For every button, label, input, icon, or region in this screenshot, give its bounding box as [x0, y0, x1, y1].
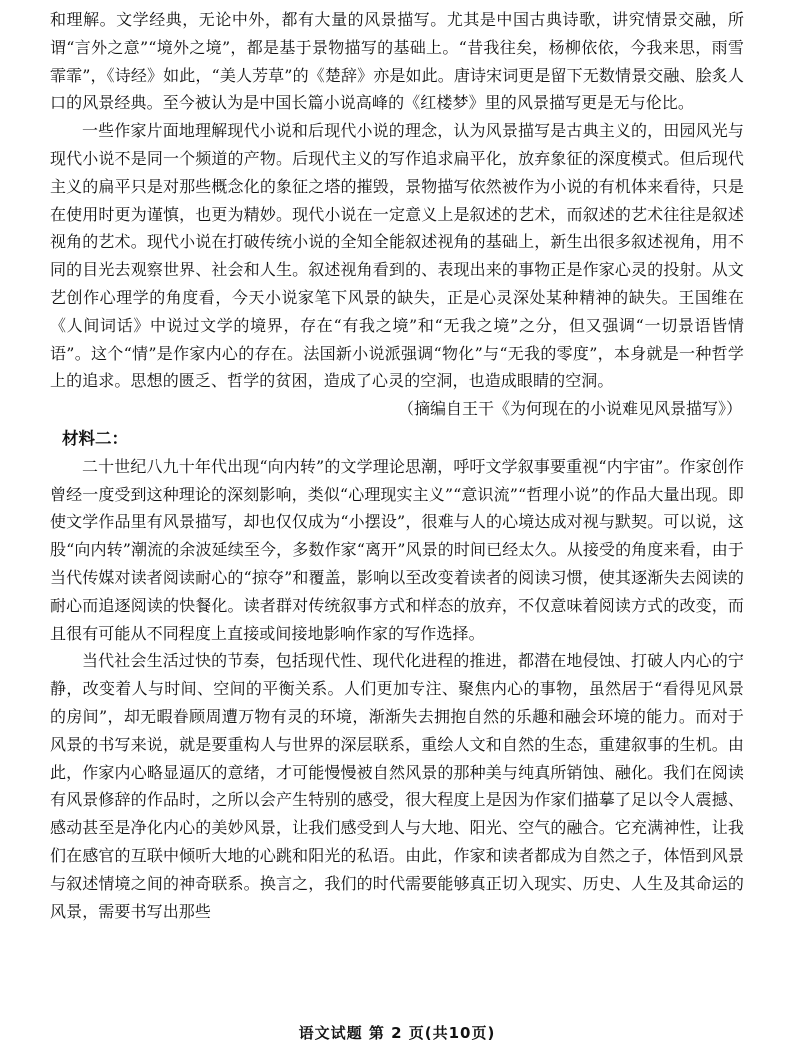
page-footer: 语文试题 第 2 页(共10页) [298, 1024, 496, 1042]
paragraph-2: 一些作家片面地理解现代小说和后现代小说的理念，认为风景描写是古典主义的，田园风光与现代小说不是同一个频道的产物。后现代主义的写作追求扁平化，放弃象征的深度模式。但后现代主义的扁平只是对那些概念化的象征之塔的摧毁，景物描写依然被作为小说的有机体来看待，只是在使用时更为谨慎，也更为精妙。现代小说在一定意义上是叙述的艺术，而叙述的艺术往往是叙述视角的艺术。现代小说在打破传统小说的全知全能叙述视角的基础上，新生出很多叙述视角，用不同的目光去观察世界、社会和人生。叙述视角看到的、表现出来的事物正是作家心灵的投射。从文艺创作心理学的角度看，今天小说家笔下风景的缺失，正是心灵深处某种精神的缺失。王国维在《人间词话》中说过文学的境界，存在“有我之境”和“无我之境”之分，但又强调“一切景语皆情语”。这个“情”是作家内心的存在。法国新小说派强调“物化”与“无我的零度”，本身就是一种哲学上的追求。思想的匮乏、哲学的贫困，造成了心灵的空洞，也造成眼睛的空洞。 [50, 121, 744, 391]
paragraph-4: 当代社会生活过快的节奏，包括现代性、现代化进程的推进，都潜在地侵蚀、打破人内心的宁静，改变着人与时间、空间的平衡关系。人们更加专注、聚焦内心的事物，虽然居于“看得见风景的房间”，却无暇眷顾周遭万物有灵的环境，渐渐失去拥抱自然的乐趣和融会环境的能力。而对于风景的书写来说，就是要重构人与世界的深层联系，重绘人文和自然的生态，重建叙事的生机。由此，作家内心略显逼仄的意绪，才可能慢慢被自然风景的那种美与纯真所销蚀、融化。我们在阅读有风景修辞的作品时，之所以会产生特别的感受，很大程度上是因为作家们描摹了足以令人震撼、感动甚至是净化内心的美妙风景，让我们感受到人与大地、阳光、空气的融合。它充满神性，让我们在感官的互联中倾听大地的心跳和阳光的私语。由此，作家和读者都成为自然之子，体悟到风景与叙述情境之间的神奇联系。换言之，我们的时代需要能够真正切入现实、历史、人生及其命运的风景，需要书写出那些 [50, 651, 744, 921]
source-citation: （摘编自王干《为何现在的小说难见风景描写》） [397, 399, 742, 419]
document-page [50, 6, 744, 925]
paragraph-3: 二十世纪八九十年代出现“向内转”的文学理论思潮，呼吁文学叙事要重视“内宇宙”。作家创作曾经一度受到这种理论的深刻影响，类似“心理现实主义”“意识流”“哲理小说”的作品大量出现。即使文学作品里有风景描写，却也仅仅成为“小摆设”，很难与人的心境达成对视与默契。可以说，这股“向内转”潮流的余波延续至今，多数作家“离开”风景的时间已经太久。从接受的角度来看，由于当代传媒对读者阅读耐心的“掠夺”和覆盖，影响以至改变着读者的阅读习惯，使其逐渐失去阅读的耐心而追逐阅读的快餐化。读者群对传统叙事方式和样态的放弃，不仅意味着阅读方式的改变，而且很有可能从不同程度上直接或间接地影响作家的写作选择。 [50, 456, 744, 643]
paragraph-1: 和理解。文学经典，无论中外，都有大量的风景描写。尤其是中国古典诗歌，讲究情景交融，所谓“言外之意”“境外之境”，都是基于景物描写的基础上。“昔我往矣，杨柳依依，今我来思，雨雪霏霏”，《诗经》如此，“美人芳草”的《楚辞》亦是如此。唐诗宋词更是留下无数情景交融、脍炙人口的风景经典。至今被认为是中国长篇小说高峰的《红楼梦》里的风景描写更是无与伦比。 [50, 10, 744, 113]
section-label-material-2: 材料二： [62, 428, 128, 448]
